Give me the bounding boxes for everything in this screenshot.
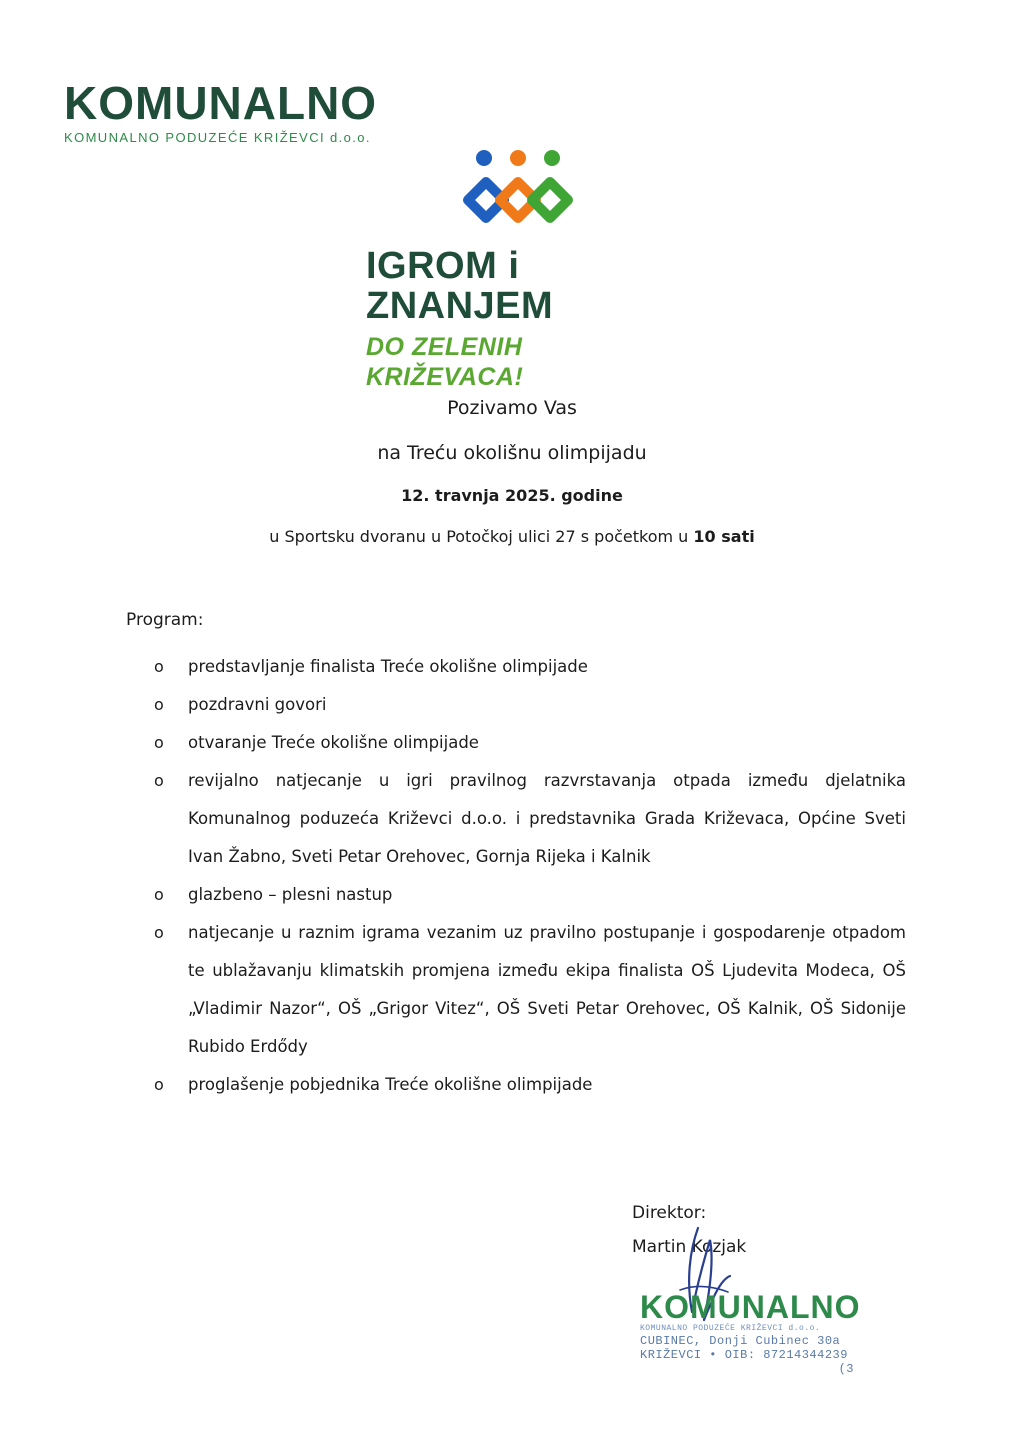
campaign-slogan-main: IGROM i ZNANJEM — [366, 245, 554, 327]
people-chain-icon — [458, 148, 578, 230]
bullet-icon: o — [154, 733, 164, 752]
invitation-greeting: Pozivamo Vas — [447, 397, 577, 419]
campaign-logo — [366, 148, 676, 392]
list-item — [152, 724, 906, 762]
list-item — [152, 648, 906, 686]
stamp-company-line: KOMUNALNO PODUZEĆE KRIŽEVCI d.o.o. — [640, 1324, 821, 1333]
signature-title: Direktor: — [632, 1203, 707, 1223]
program-item-text: revijalno natjecanje u igri pravilnog razvrstavanja otpada između djelatnika Komunalnog poduzeća Križevci d.o.o. i predstavnika Grada Križevaca, Općine Sveti Ivan Žabno, Sveti Petar Orehovec, Gornja Rijeka i Kalnik — [188, 771, 906, 866]
invitation-event: na Treću okolišnu olimpijadu — [377, 442, 647, 464]
list-item — [152, 762, 906, 876]
stamp-number: (3 — [838, 1362, 854, 1376]
program-item-text: otvaranje Treće okolišne olimpijade — [188, 733, 479, 752]
company-full-name: KOMUNALNO PODUZEĆE KRIŽEVCI d.o.o. — [64, 130, 371, 145]
list-item — [152, 914, 906, 1066]
program-item-text: predstavljanje finalista Treće okolišne olimpijade — [188, 657, 588, 676]
program-item-text: natjecanje u raznim igrama vezanim uz pravilno postupanje i gospodarenje otpadom te ublažavanju klimatskih promjena između ekipa finalista OŠ Ljudevita Modeca, OŠ „Vladimir Nazor“, OŠ „Grigor Vitez“, OŠ Sveti Petar Orehovec, OŠ Kalnik, OŠ Sidonije Rubido Erdődy — [188, 923, 906, 1056]
company-stamp — [640, 1290, 876, 1390]
start-time: 10 sati — [693, 527, 755, 546]
invitation-date: 12. travnja 2025. godine — [401, 486, 623, 505]
signature-name: Martin Kozjak — [632, 1237, 747, 1257]
bullet-icon: o — [154, 771, 164, 790]
stamp-id-line: KRIŽEVCI • OIB: 87214344239 — [640, 1348, 848, 1362]
program-item-text: glazbeno – plesni nastup — [188, 885, 393, 904]
program-item-text: pozdravni govori — [188, 695, 327, 714]
list-item — [152, 876, 906, 914]
bullet-icon: o — [154, 657, 164, 676]
company-wordmark: KOMUNALNO — [64, 77, 378, 129]
venue-text: u Sportsku dvoranu u Potočkoj ulici 27 s početkom u — [269, 527, 694, 546]
bullet-icon: o — [154, 923, 164, 942]
program-list — [152, 648, 906, 1104]
stamp-address-line: CUBINEC, Donji Cubinec 30a — [640, 1334, 841, 1348]
campaign-slogan-sub: DO ZELENIH KRIŽEVACA! — [366, 333, 524, 391]
list-item — [152, 686, 906, 724]
program-item-text: proglašenje pobjednika Treće okolišne olimpijade — [188, 1075, 593, 1094]
bullet-icon: o — [154, 885, 164, 904]
program-heading: Program: — [126, 610, 204, 630]
list-item — [152, 1066, 906, 1104]
company-logo — [64, 77, 378, 145]
invitation-venue — [0, 527, 1024, 546]
stamp-wordmark: KOMUNALNO — [640, 1289, 861, 1325]
bullet-icon: o — [154, 695, 164, 714]
bullet-icon: o — [154, 1075, 164, 1094]
